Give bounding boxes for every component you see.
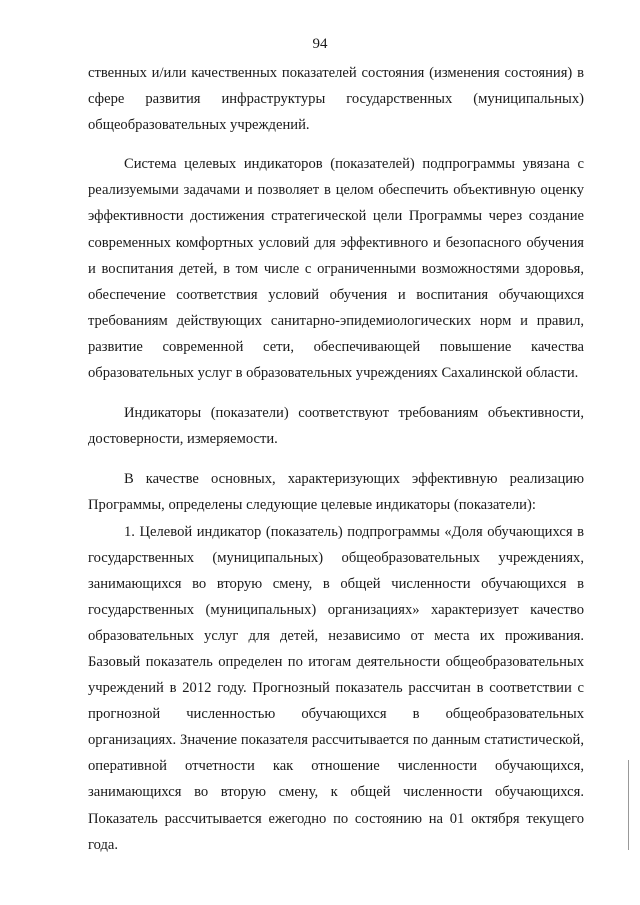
document-body: [88, 60, 584, 858]
paragraph-main-indicators: В качестве основных, характеризующих эффективную реализацию Программы, определены следующие целевые индикаторы (показатели):: [88, 471, 584, 514]
paragraph-continuation: ственных и/или качественных показателей состояния (изменения состояния) в сфере развития инфраструктуры государственных (муниципальных) общеобразовательных учреждений.: [88, 65, 584, 134]
scan-edge-mark: [628, 760, 629, 850]
paragraph-indicator-system: Система целевых индикаторов (показателей) подпрограммы увязана с реализуемыми задачами и позволяет в целом обеспечить объективную оценку эффективности достижения стратегической цели Программы через создание современных комфортных условий для эффективного и безопасного обучения и воспитания детей, в том числе с ограниченными возможностями здоровья, обеспечение соответствия условий обучения и воспитания обучающихся требованиям действующих санитарно-эпидемиологических норм и правил, развитие современной сети, обеспечивающей повышение качества образовательных услуг в образовательных учреждениях Сахалинской области.: [88, 156, 584, 382]
paragraph-indicator-requirements: Индикаторы (показатели) соответствуют требованиям объективности, достоверности, измеряемости.: [88, 405, 584, 448]
paragraph-indicator-1: 1. Целевой индикатор (показатель) подпрограммы «Доля обучающихся в государственных (муниципальных) общеобразовательных учреждениях, занимающихся во вторую смену, в общей численности обучающихся в государственных (муниципальных) организациях» характеризует качество образовательных услуг для детей, независимо от места их проживания. Базовый показатель определен по итогам деятельности общеобразовательных учреждений в 2012 году. Прогнозный показатель рассчитан в соответствии с прогнозной численностью обучающихся в общеобразовательных организациях. Значение показателя рассчитывается по данным статистической, оперативной отчетности как отношение численности обучающихся, занимающихся во вторую смену, к общей численности обучающихся. Показатель рассчитывается ежегодно по состоянию на 01 октября текущего года.: [88, 523, 584, 853]
page-number: 94: [312, 36, 328, 52]
